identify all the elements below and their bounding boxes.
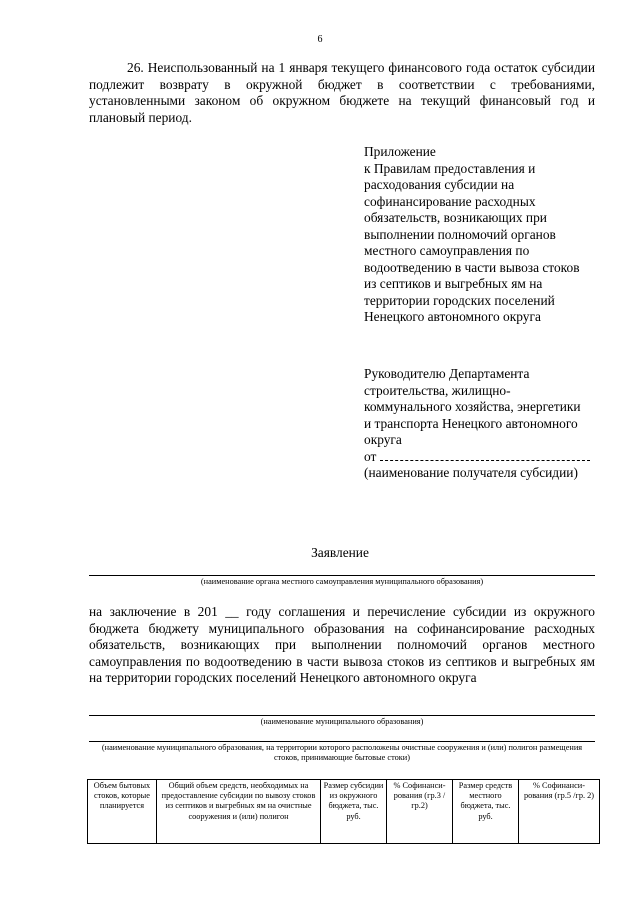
municipality-blank-line	[89, 715, 595, 716]
territory-blank-line	[89, 741, 595, 742]
appendix-line: выполнении полномочий органов	[364, 226, 556, 242]
addressee-line: и транспорта Ненецкого автономного	[364, 415, 578, 431]
addressee-line: коммунального хозяйства, энергетики	[364, 399, 581, 414]
appendix-title: Приложение	[364, 144, 436, 159]
table-header-cell: % Софинанси-рования (гр.3 /гр.2)	[387, 780, 453, 844]
addressee-block	[364, 366, 604, 482]
table-header-row	[88, 780, 600, 844]
appendix-line: местного самоуправления по	[364, 243, 530, 258]
sender-blank-line	[380, 449, 590, 461]
from-caption: (наименование получателя субсидии)	[364, 465, 578, 480]
appendix-line: расходования субсидии на	[364, 177, 515, 192]
caption-authority: (наименование органа местного самоуправления муниципального образования)	[200, 577, 484, 586]
authority-blank-line	[89, 575, 595, 576]
page-number: 6	[317, 34, 323, 45]
subsidy-table	[87, 779, 600, 844]
appendix-line: Ненецкого автономного округа	[364, 309, 541, 324]
appendix-line: к Правилам предоставления и	[364, 160, 536, 176]
addressee-line: округа	[364, 432, 402, 447]
table-header-cell: % Софинанси-рования (гр.5 /гр. 2)	[519, 780, 600, 844]
from-row	[364, 449, 604, 466]
appendix-line: из септиков и выгребных ям на	[364, 276, 543, 291]
caption-territory: (наименование муниципального образования, на территории которого расположены очистные сооружения и (или) полигон размещения стоков, принимающие бытовые стоки)	[101, 743, 583, 762]
from-label: от	[364, 448, 377, 464]
paragraph-26: 26. Неиспользованный на 1 января текущего финансового года остаток субсидии подлежит возврату в окружной бюджет в соответствии с требованиями, установленными законом об окружном бюджете на текущий финансовый год и плановый период.	[89, 60, 595, 125]
appendix-block	[364, 144, 604, 326]
caption-municipality: (наименование муниципального образования)	[260, 717, 424, 726]
appendix-line: софинансирование расходных	[364, 193, 536, 209]
statement-title: Заявление	[311, 545, 369, 560]
table-header-cell: Общий объем средств, необходимых на предоставление субсидии по вывозу стоков из септиков и выгребных ям на очистные сооружения и (или) полигон	[157, 780, 321, 844]
table-header-cell: Размер субсидии из окружного бюджета, тыс. руб.	[321, 780, 387, 844]
appendix-line: территории городских поселений	[364, 292, 555, 308]
appendix-line: обязательств, возникающих при	[364, 210, 547, 225]
table-header-cell: Объем бытовых стоков, которые планируется	[88, 780, 157, 844]
main-paragraph: на заключение в 201 __ году соглашения и перечисление субсидии из окружного бюджета бюджету муниципального образования на софинансирование расходных обязательств, возникающих при выполнении полномочий органов местного самоуправления по водоотведению в части вывоза стоков из септиков и выгребных ям на территории городских поселений Ненецкого автономного округа	[89, 604, 595, 685]
addressee-line: строительства, жилищно-	[364, 382, 511, 398]
appendix-line: водоотведению в части вывоза стоков	[364, 259, 580, 275]
addressee-line: Руководителю Департамента	[364, 366, 530, 381]
table-header-cell: Размер средств местного бюджета, тыс. руб.	[453, 780, 519, 844]
